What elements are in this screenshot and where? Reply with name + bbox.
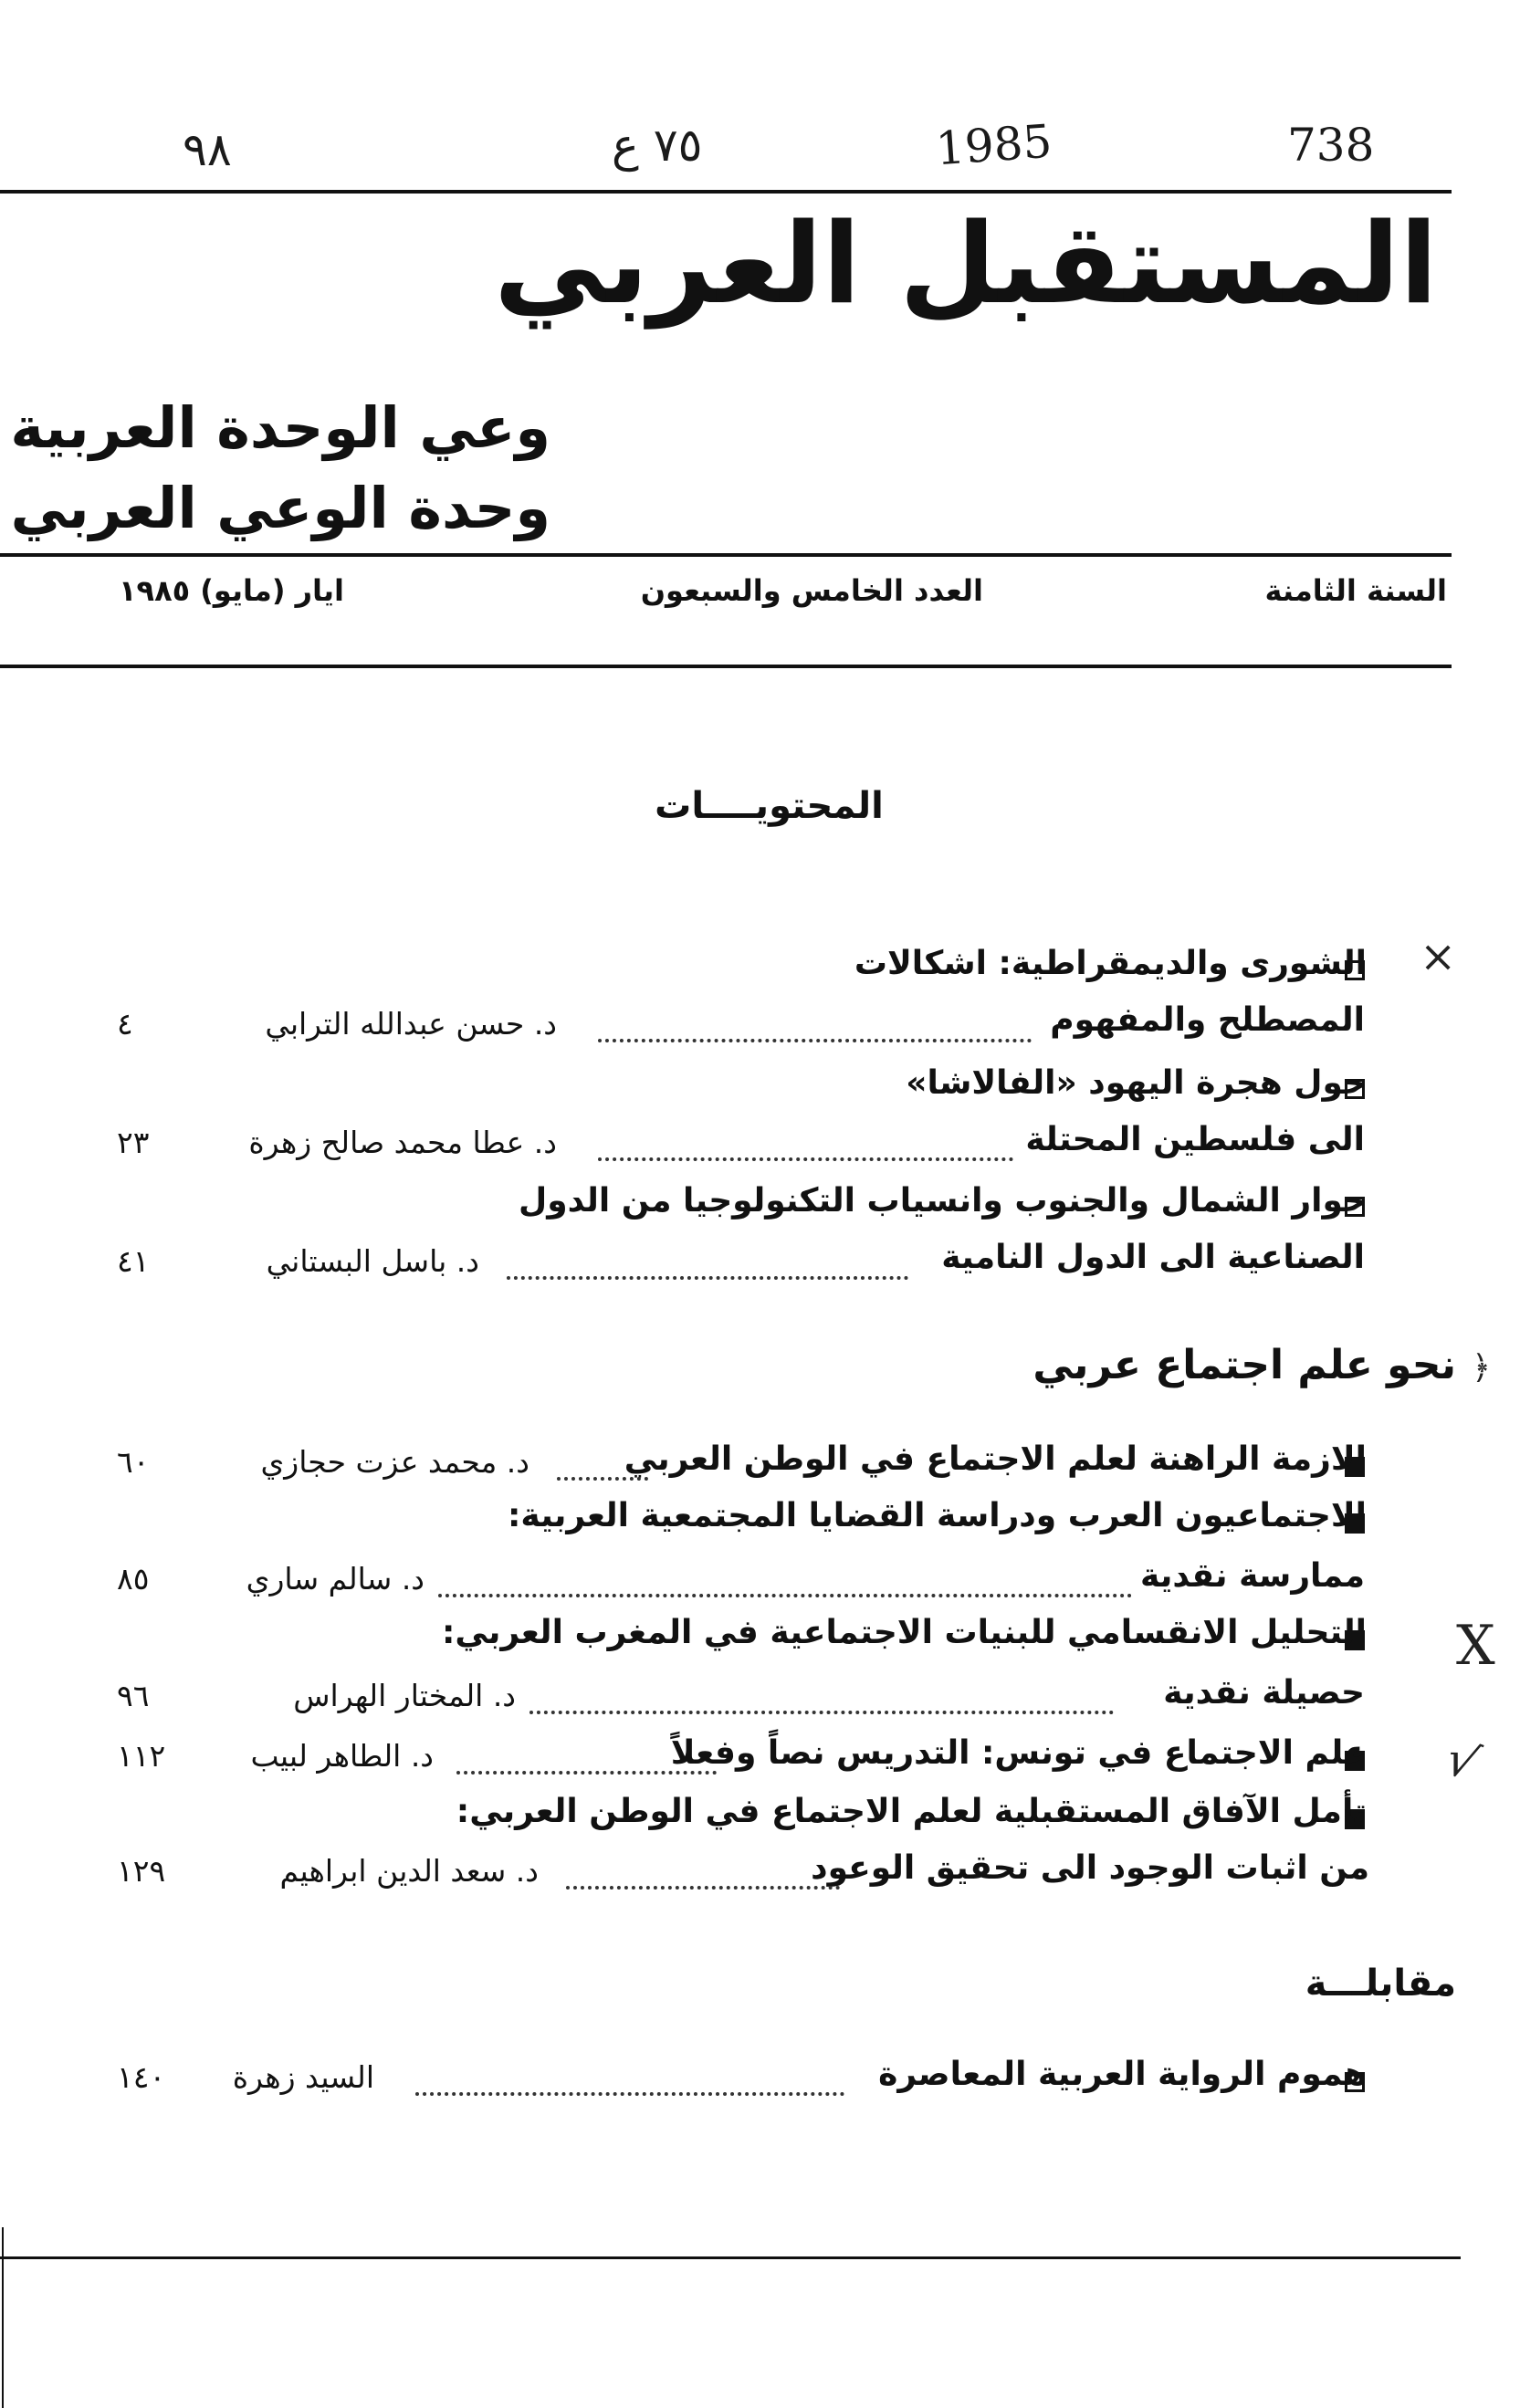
leader-dots bbox=[566, 1886, 840, 1890]
article-author: د. حسن عبدالله الترابي bbox=[265, 1006, 557, 1042]
leader-dots bbox=[598, 1039, 1032, 1042]
handwritten-ref: ٩٨ bbox=[183, 123, 232, 176]
contents-title: المحتويــــات bbox=[655, 785, 884, 827]
article-title-cont: ممارسة نقدية bbox=[1139, 1557, 1365, 1595]
page-number: ٦٠ bbox=[117, 1444, 150, 1480]
article-title: حول هجرة اليهود «الفالاشا» bbox=[906, 1064, 1367, 1102]
article-title: الاجتماعيون العرب ودراسة القضايا المجتمعية العربية: bbox=[507, 1497, 1367, 1534]
masthead-rule-bottom bbox=[0, 665, 1452, 668]
handwritten-check-mark: √ bbox=[1438, 1731, 1486, 1793]
page-number: ٤ bbox=[117, 1006, 133, 1042]
article-title: التحليل الانقسامي للبنيات الاجتماعية في المغرب العربي: bbox=[442, 1614, 1367, 1651]
article-author: د. الطاهر لبيب bbox=[250, 1738, 434, 1774]
leader-dots bbox=[507, 1276, 908, 1280]
page-number: ٤١ bbox=[117, 1243, 150, 1279]
headline-line-1: وعي الوحدة العربية bbox=[10, 394, 550, 461]
leader-dots bbox=[456, 1771, 717, 1775]
issue-date: ايار (مايو) ١٩٨٥ bbox=[119, 573, 344, 608]
article-title: علم الاجتماع في تونس: التدريس نصاً وفعلاً bbox=[670, 1734, 1367, 1772]
leader-dots bbox=[415, 2092, 844, 2096]
leader-dots bbox=[529, 1711, 1114, 1714]
page-number: ٩٦ bbox=[117, 1678, 150, 1713]
page-number: ١٤٠ bbox=[117, 2059, 166, 2095]
article-title-cont: المصطلح والمفهوم bbox=[1050, 1001, 1365, 1039]
article-title: الشورى والديمقراطية: اشكالات bbox=[854, 945, 1367, 982]
section-heading: مقابلـــة bbox=[1305, 1963, 1456, 2005]
handwritten-x-mark: X bbox=[1456, 1614, 1495, 1678]
article-title-cont: الصناعية الى الدول النامية bbox=[941, 1239, 1365, 1276]
article-title: الازمة الراهنة لعلم الاجتماع في الوطن العربي bbox=[624, 1440, 1367, 1478]
handwritten-number: 738 bbox=[1287, 119, 1375, 172]
handwritten-tick-mark: ﴿ bbox=[1472, 1349, 1492, 1387]
page-number: ٢٣ bbox=[117, 1125, 150, 1160]
article-author: د. باسل البستاني bbox=[266, 1243, 479, 1279]
masthead-rule-top bbox=[0, 553, 1452, 557]
article-title: حوار الشمال والجنوب وانسياب التكنولوجيا من الدول bbox=[519, 1182, 1367, 1220]
page-number: ٨٥ bbox=[117, 1561, 150, 1597]
leader-dots bbox=[438, 1594, 1132, 1597]
headline-line-2: وحدة الوعي العربي bbox=[10, 475, 550, 541]
article-title: تأمل الآفاق المستقبلية لعلم الاجتماع في الوطن العربي: bbox=[456, 1793, 1367, 1830]
page-number: ١١٢ bbox=[117, 1738, 166, 1774]
article-author: د. سعد الدين ابراهيم bbox=[279, 1853, 539, 1889]
bottom-rule bbox=[0, 2256, 1461, 2259]
article-title-cont: من اثبات الوجود الى تحقيق الوعود bbox=[811, 1849, 1369, 1887]
leader-dots bbox=[557, 1477, 648, 1481]
article-author: د. محمد عزت حجازي bbox=[260, 1444, 529, 1480]
volume-year: السنة الثامنة bbox=[1264, 573, 1447, 608]
journal-logo: المستقبل العربي bbox=[494, 199, 1438, 329]
article-author: د. المختار الهراس bbox=[293, 1678, 516, 1713]
leader-dots bbox=[598, 1157, 1013, 1161]
article-author: د. سالم ساري bbox=[246, 1561, 425, 1597]
scan-edge-mark bbox=[2, 2227, 4, 2408]
handwritten-issue: ٧٥ ع bbox=[612, 119, 703, 172]
page-number: ١٢٩ bbox=[117, 1853, 166, 1889]
article-author: د. عطا محمد صالح زهرة bbox=[248, 1125, 557, 1160]
article-title-cont: الى فلسطين المحتلة bbox=[1025, 1121, 1365, 1158]
handwritten-cross-mark: × bbox=[1420, 931, 1457, 982]
article-author: السيد زهرة bbox=[232, 2059, 374, 2095]
handwritten-year: 1985 bbox=[934, 114, 1054, 176]
section-heading: نحو علم اجتماع عربي bbox=[1033, 1342, 1456, 1388]
article-title-cont: حصيلة نقدية bbox=[1163, 1674, 1365, 1712]
article-title: هموم الرواية العربية المعاصرة bbox=[878, 2056, 1367, 2093]
issue-number: العدد الخامس والسبعون bbox=[640, 573, 983, 608]
top-rule bbox=[0, 190, 1452, 194]
